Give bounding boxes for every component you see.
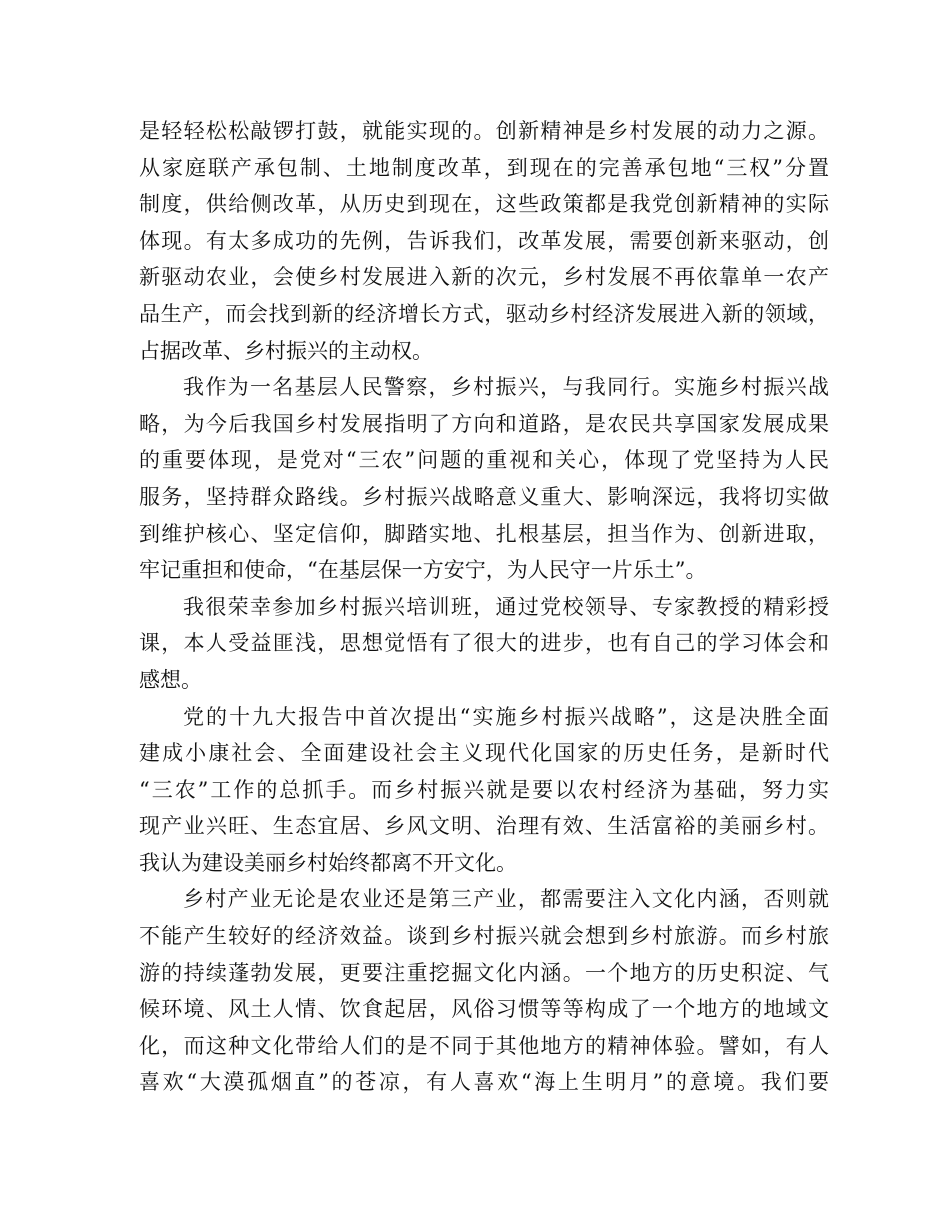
text-line: 的重要体现，是党对“三农”问题的重视和关心，体现了党坚持为人民 bbox=[139, 448, 829, 473]
text-line: 品生产，而会找到新的经济增长方式，驱动乡村经济发展进入新的领域， bbox=[139, 301, 829, 326]
document-body bbox=[139, 113, 829, 1101]
text-line: 游的持续蓬勃发展，更要注重挖掘文化内涵。一个地方的历史积淀、气 bbox=[139, 960, 829, 985]
paragraph-2 bbox=[139, 369, 829, 589]
text-line: 党的十九大报告中首次提出“实施乡村振兴战略”，这是决胜全面 bbox=[183, 704, 829, 729]
text-line: 课，本人受益匪浅，思想觉悟有了很大的进步，也有自己的学习体会和 bbox=[139, 631, 829, 656]
text-line: 占据改革、乡村振兴的主动权。 bbox=[139, 338, 433, 363]
text-line: 我作为一名基层人民警察，乡村振兴，与我同行。实施乡村振兴战 bbox=[183, 375, 829, 400]
text-line: 乡村产业无论是农业还是第三产业，都需要注入文化内涵，否则就 bbox=[183, 887, 829, 912]
text-line: 候环境、风土人情、饮食起居，风俗习惯等等构成了一个地方的地域文 bbox=[139, 997, 829, 1022]
text-line: 喜欢“大漠孤烟直”的苍凉，有人喜欢“海上生明月”的意境。我们要 bbox=[139, 1070, 829, 1095]
text-line: “三农”工作的总抓手。而乡村振兴就是要以农村经济为基础，努力实 bbox=[139, 777, 829, 802]
paragraph-1 bbox=[139, 113, 829, 369]
text-line: 新驱动农业，会使乡村发展进入新的次元，乡村发展不再依靠单一农产 bbox=[139, 265, 829, 290]
text-line: 建成小康社会、全面建设社会主义现代化国家的历史任务，是新时代 bbox=[139, 741, 829, 766]
text-line: 牢记重担和使命，“在基层保一方安宁，为人民守一片乐土”。 bbox=[139, 558, 707, 583]
paragraph-4 bbox=[139, 699, 829, 882]
text-line: 我认为建设美丽乡村始终都离不开文化。 bbox=[139, 850, 517, 875]
text-line: 体现。有太多成功的先例，告诉我们，改革发展，需要创新来驱动，创 bbox=[139, 228, 829, 253]
text-line: 是轻轻松松敲锣打鼓，就能实现的。创新精神是乡村发展的动力之源。 bbox=[139, 119, 829, 143]
text-line: 服务，坚持群众路线。乡村振兴战略意义重大、影响深远，我将切实做 bbox=[139, 484, 829, 509]
paragraph-5 bbox=[139, 881, 829, 1101]
text-line: 感想。 bbox=[139, 667, 202, 692]
text-line: 略，为今后我国乡村发展指明了方向和道路，是农民共享国家发展成果 bbox=[139, 411, 829, 436]
paragraph-3 bbox=[139, 589, 829, 699]
text-line: 到维护核心、坚定信仰，脚踏实地、扎根基层，担当作为、创新进取， bbox=[139, 521, 829, 546]
text-line: 不能产生较好的经济效益。谈到乡村振兴就会想到乡村旅游。而乡村旅 bbox=[139, 924, 829, 949]
text-line: 我很荣幸参加乡村振兴培训班，通过党校领导、专家教授的精彩授 bbox=[183, 594, 829, 619]
text-line: 现产业兴旺、生态宜居、乡风文明、治理有效、生活富裕的美丽乡村。 bbox=[139, 814, 829, 839]
text-line: 从家庭联产承包制、土地制度改革，到现在的完善承包地“三权”分置 bbox=[139, 155, 829, 180]
text-line: 制度，供给侧改革，从历史到现在，这些政策都是我党创新精神的实际 bbox=[139, 192, 829, 217]
text-line: 化，而这种文化带给人们的是不同于其他地方的精神体验。譬如，有人 bbox=[139, 1033, 829, 1058]
